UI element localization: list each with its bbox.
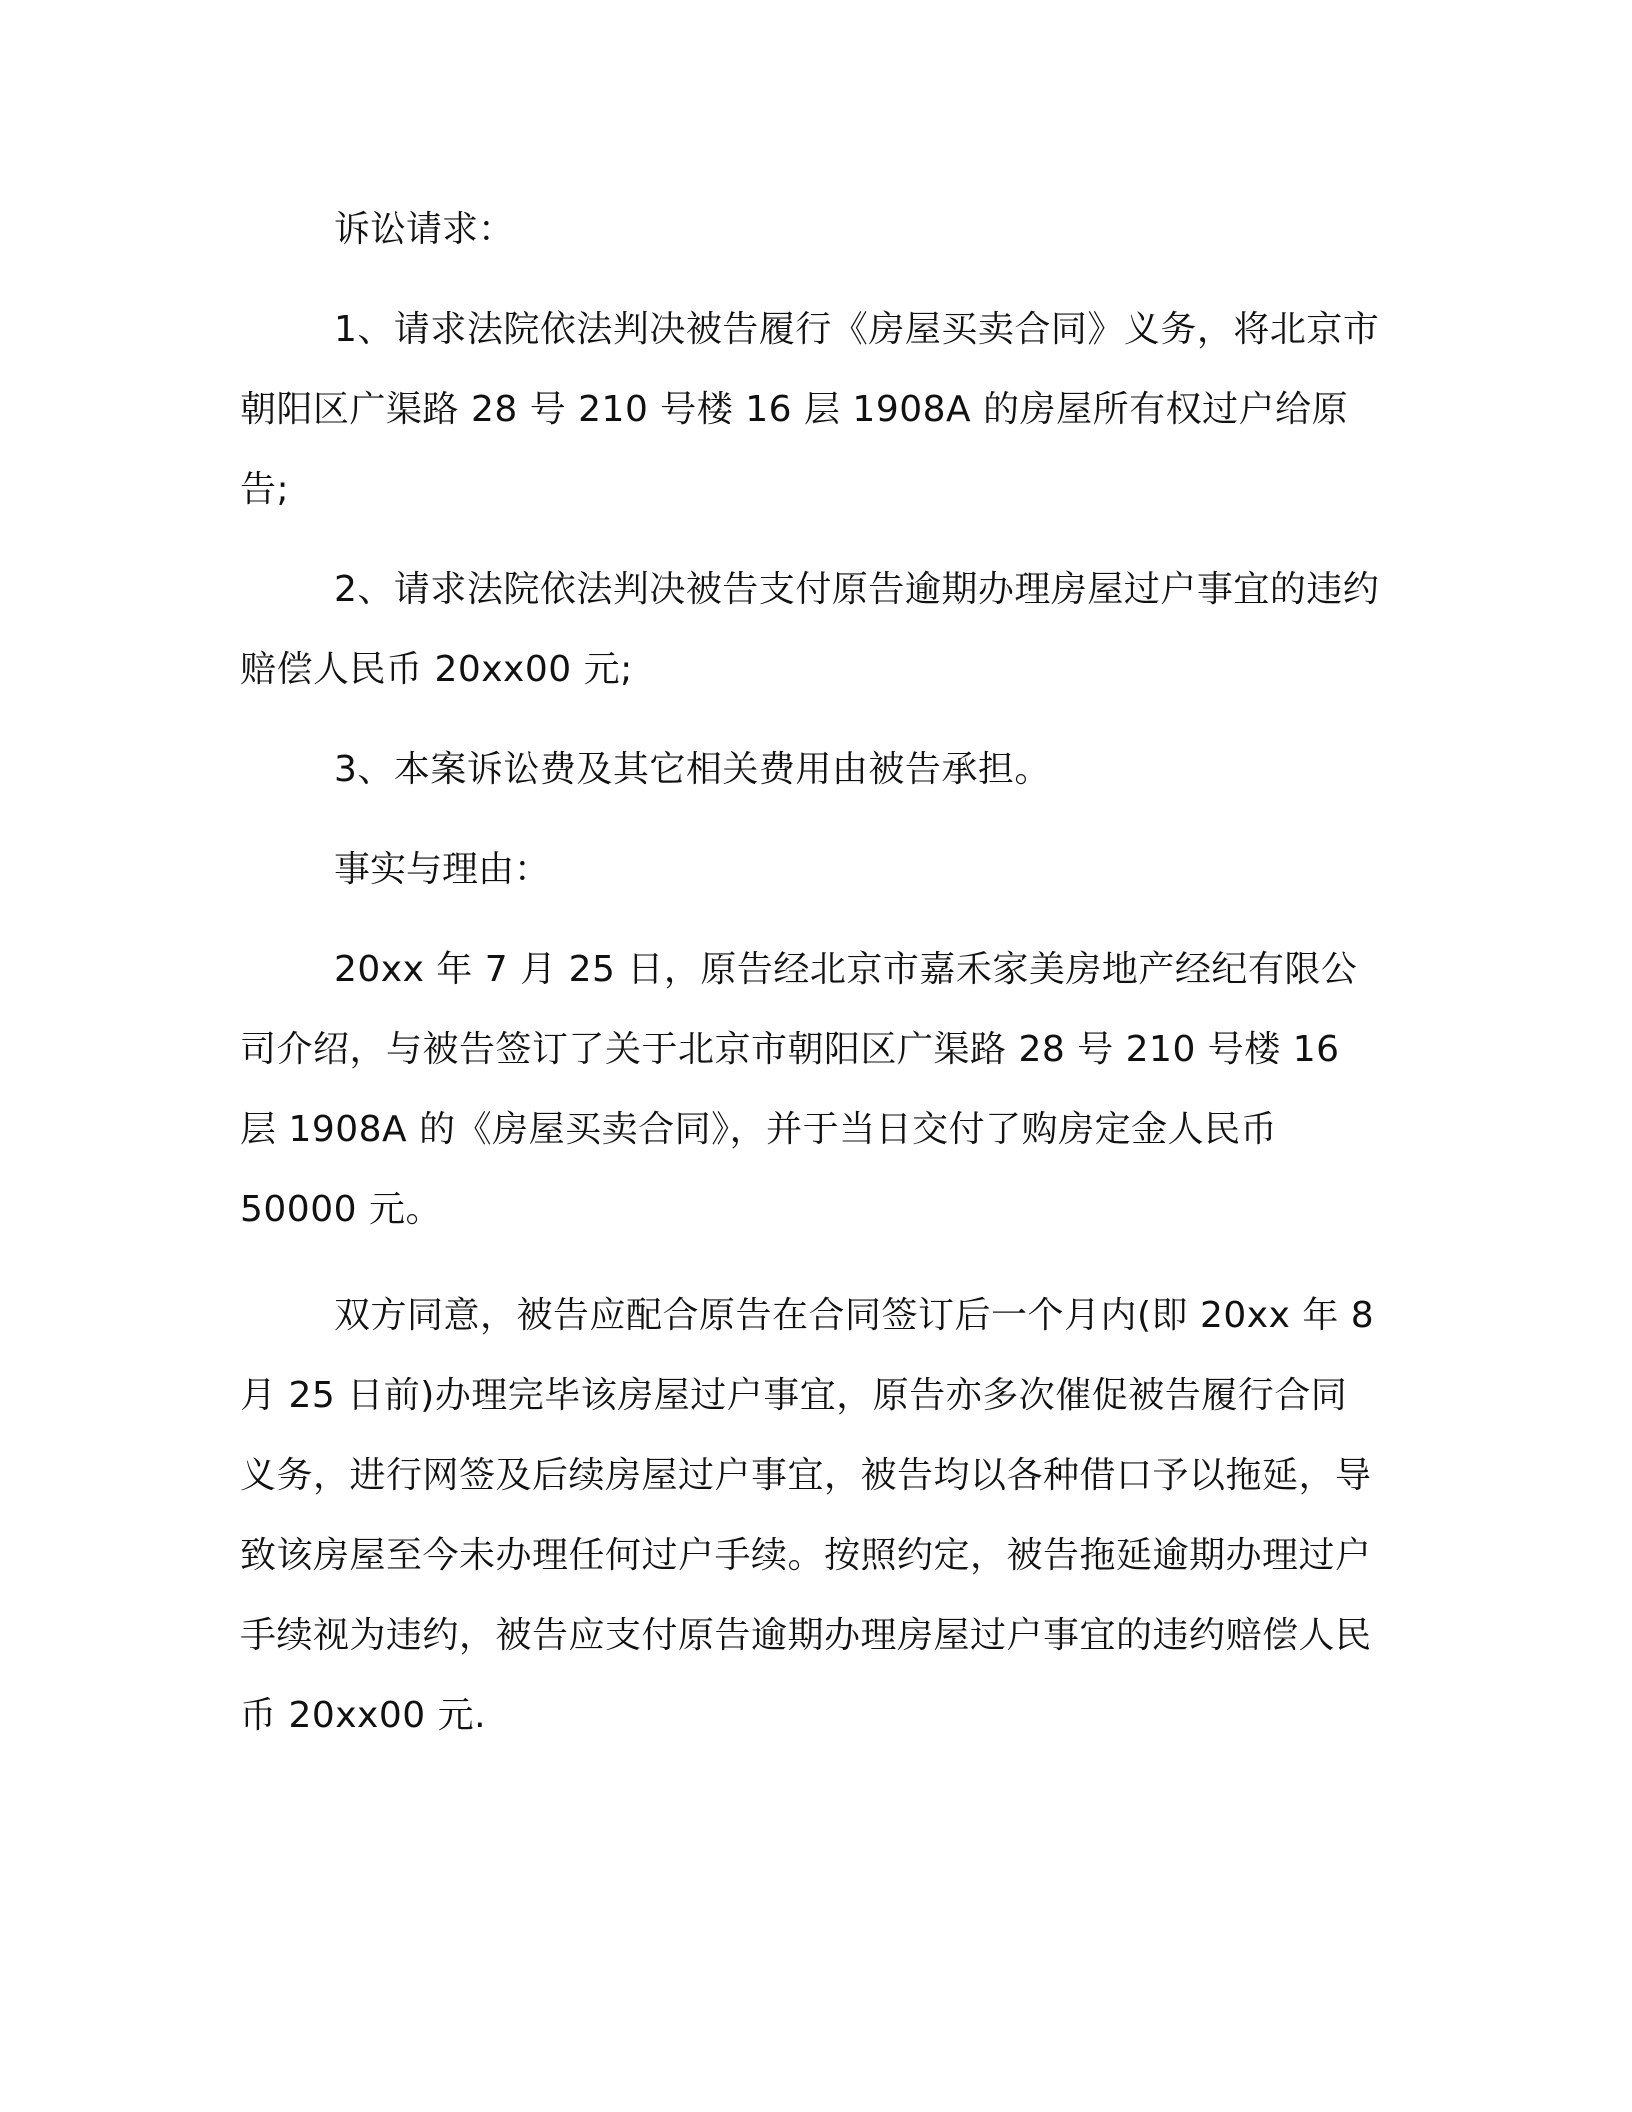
spacer xyxy=(240,810,1380,830)
spacer xyxy=(240,910,1380,930)
facts-paragraph-1: 20xx 年 7 月 25 日，原告经北京市嘉禾家美房地产经纪有限公司介绍，与被告签订了关于北京市朝阳区广渠路 28 号 210 号楼 16 层 1908A 的《房屋买卖合同》，并于当日交付了购房定金人民币 50000 元。 xyxy=(240,949,1358,1230)
document-page xyxy=(240,190,1380,1756)
claim-item-3: 3、本案诉讼费及其它相关费用由被告承担。 xyxy=(334,749,1051,790)
spacer xyxy=(240,270,1380,290)
spacer xyxy=(240,530,1380,550)
spacer xyxy=(240,1250,1380,1276)
spacer xyxy=(240,710,1380,730)
facts-paragraph-2: 双方同意，被告应配合原告在合同签订后一个月内(即 20xx 年 8 月 25 日前)办理完毕该房屋过户事宜，原告亦多次催促被告履行合同义务，进行网签及后续房屋过户事宜，被告均以各种借口予以拖延，导致该房屋至今未办理任何过户手续。按照约定，被告拖延逾期办理过户手续视为违约，被告应支付原告逾期办理房屋过户事宜的违约赔偿人民币 20xx00 元. xyxy=(240,1295,1375,1736)
claims-heading: 诉讼请求： xyxy=(334,209,515,250)
claim-item-2: 2、请求法院依法判决被告支付原告逾期办理房屋过户事宜的违约赔偿人民币 20xx00 元; xyxy=(240,569,1380,690)
facts-heading: 事实与理由： xyxy=(334,849,551,890)
claim-item-1: 1、请求法院依法判决被告履行《房屋买卖合同》义务，将北京市朝阳区广渠路 28 号 210 号楼 16 层 1908A 的房屋所有权过户给原告; xyxy=(240,309,1380,510)
